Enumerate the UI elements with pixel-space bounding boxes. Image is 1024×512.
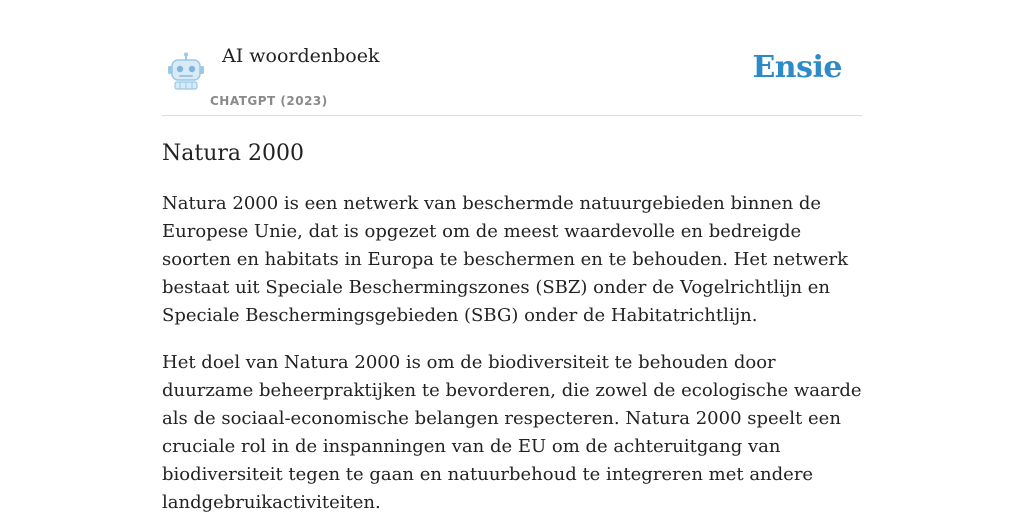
entry-content [162,138,862,512]
entry-title: Natura 2000 [162,141,304,166]
header [162,40,862,116]
brand-logo[interactable]: Ensie [752,50,842,85]
entry-paragraph-1: Natura 2000 is een netwerk van beschermde natuurgebieden binnen de Europese Unie, dat is opgezet om de meest waardevolle en bedreigde soorten en habitats in Europa te beschermen en te behouden. Het netwerk bestaat uit Speciale Beschermingszones (SBZ) onder de Vogelrichtlijn en Speciale Beschermingsgebieden (SBG) onder de Habitatrichtlijn. [162,193,848,326]
entry-paragraph-2: Het doel van Natura 2000 is om de biodiversiteit te behouden door duurzame beheerpraktijken te bevorderen, die zowel de ecologische waarde als de sociaal-economische belangen respecteren. Natura 2000 speelt een cruciale rol in de inspanningen van de EU om de achteruitgang van biodiversiteit tegen te gaan en natuurbehoud te integreren met andere landgebruikactiviteiten. [162,352,862,512]
robot-icon [166,52,206,90]
source-title[interactable]: AI woordenboek [222,45,380,67]
source-subtitle: CHATGPT (2023) [210,94,328,108]
